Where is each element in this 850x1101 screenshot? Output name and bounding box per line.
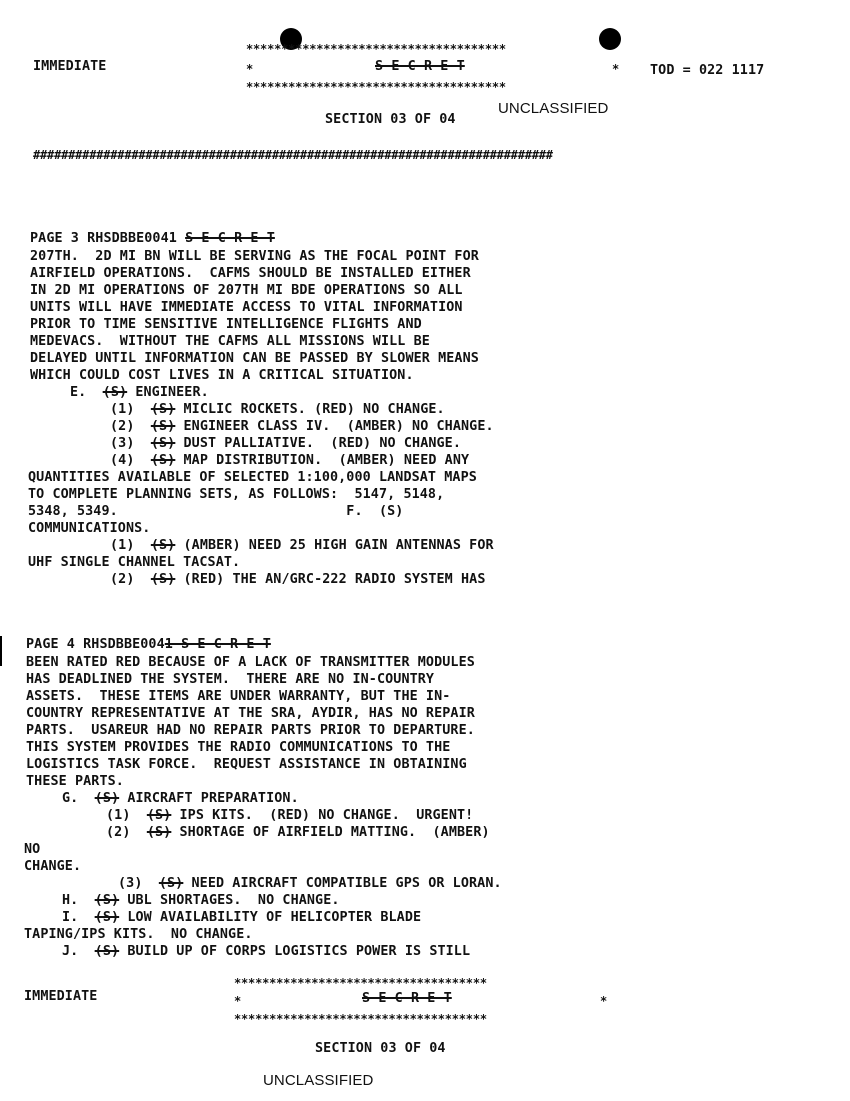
page4-para-line: COUNTRY REPRESENTATIVE AT THE SRA, AYDIR, HAS NO REPAIR (26, 706, 475, 721)
item-text: IPS KITS. (RED) NO CHANGE. URGENT! (179, 808, 474, 823)
footer-stars-top: ************************************ (234, 976, 487, 990)
page3-para-line: AIRFIELD OPERATIONS. CAFMS SHOULD BE INSTALLED EITHER (30, 266, 471, 281)
footer-section: SECTION 03 OF 04 (315, 1041, 446, 1056)
item-g2-cont2: CHANGE. (24, 859, 82, 874)
page4-heading (26, 636, 271, 653)
item-mark: (S) (94, 910, 120, 925)
item-f1-cont: UHF SINGLE CHANNEL TACSAT. (28, 555, 241, 570)
page4-para-line: LOGISTICS TASK FORCE. REQUEST ASSISTANCE IN OBTAINING (26, 757, 467, 772)
item-num: (3) (118, 876, 143, 891)
item-mark: (S) (94, 944, 120, 959)
item-e2 (110, 418, 494, 435)
item-num: (2) (106, 825, 131, 840)
item-h (62, 892, 340, 909)
page4-para-line: BEEN RATED RED BECAUSE OF A LACK OF TRANSMITTER MODULES (26, 655, 475, 670)
item-label: H. (62, 893, 79, 908)
item-text: AIRCRAFT PREPARATION. (127, 791, 299, 806)
item-text: NEED AIRCRAFT COMPATIBLE GPS OR LORAN. (191, 876, 502, 891)
page4-para-line: THESE PARTS. (26, 774, 124, 789)
item-g (62, 790, 299, 807)
item-mark: (S) (150, 419, 176, 434)
item-label: G. (62, 791, 79, 806)
item-label: I. (62, 910, 79, 925)
item-text: BUILD UP OF CORPS LOGISTICS POWER IS STILL (127, 944, 471, 959)
header-classification: S E C R E T (375, 59, 465, 74)
item-mark: (S) (94, 791, 120, 806)
header-section: SECTION 03 OF 04 (325, 112, 456, 127)
footer-star-left: * (234, 994, 242, 1008)
item-f2 (110, 571, 486, 588)
item-f1 (110, 537, 494, 554)
item-e (70, 384, 209, 401)
item-e-text: ENGINEER. (135, 385, 209, 400)
item-i-cont: TAPING/IPS KITS. NO CHANGE. (24, 927, 253, 942)
page4-heading-prefix: PAGE 4 RHSDBBE004 (26, 637, 165, 652)
item-num: (1) (110, 402, 135, 417)
item-num: (2) (110, 419, 135, 434)
item-text: (AMBER) NEED 25 HIGH GAIN ANTENNAS FOR (183, 538, 494, 553)
item-g2 (106, 824, 490, 841)
item-j (62, 943, 470, 960)
header-stars-top: ************************************* (246, 42, 506, 56)
header-marking: UNCLASSIFIED (498, 100, 609, 117)
page3-heading-struck: S E C R E T (185, 231, 275, 246)
header-star-left: * (246, 62, 254, 76)
item-label: J. (62, 944, 79, 959)
page3-para-line: UNITS WILL HAVE IMMEDIATE ACCESS TO VITAL INFORMATION (30, 300, 463, 315)
page3-heading-prefix: PAGE 3 RHSDBBE0041 (30, 231, 177, 246)
map-cont-line: 5348, 5349. F. (S) (28, 504, 404, 519)
header-precedence: IMMEDIATE (33, 59, 107, 74)
footer-precedence: IMMEDIATE (24, 989, 98, 1004)
map-cont-line: COMMUNICATIONS. (28, 521, 151, 536)
map-cont-line: TO COMPLETE PLANNING SETS, AS FOLLOWS: 5147, 5148, (28, 487, 445, 502)
map-cont-line: QUANTITIES AVAILABLE OF SELECTED 1:100,000 LANDSAT MAPS (28, 470, 477, 485)
item-e-label: E. (70, 385, 87, 400)
item-text: SHORTAGE OF AIRFIELD MATTING. (AMBER) (179, 825, 490, 840)
item-text: ENGINEER CLASS IV. (AMBER) NO CHANGE. (183, 419, 494, 434)
item-text: MICLIC ROCKETS. (RED) NO CHANGE. (183, 402, 445, 417)
item-mark: (S) (150, 402, 176, 417)
item-e4 (110, 452, 469, 469)
item-mark: (S) (150, 572, 176, 587)
footer-classification: S E C R E T (362, 991, 452, 1006)
item-text: LOW AVAILABILITY OF HELICOPTER BLADE (127, 910, 422, 925)
item-text: (RED) THE AN/GRC-222 RADIO SYSTEM HAS (183, 572, 486, 587)
punch-hole-right (599, 28, 621, 50)
item-g3 (118, 875, 502, 892)
item-mark: (S) (150, 538, 176, 553)
hash-rule: ########################################################################## (33, 148, 553, 162)
page4-heading-struck: 1 S E C R E T (164, 637, 271, 652)
margin-mark (0, 636, 2, 666)
page3-heading (30, 230, 275, 247)
header-star-right: * (612, 62, 620, 76)
item-mark: (S) (150, 453, 176, 468)
item-text: DUST PALLIATIVE. (RED) NO CHANGE. (183, 436, 462, 451)
page3-para-line: WHICH COULD COST LIVES IN A CRITICAL SITUATION. (30, 368, 414, 383)
item-text: MAP DISTRIBUTION. (AMBER) NEED ANY (183, 453, 470, 468)
footer-stars-bottom: ************************************ (234, 1012, 487, 1026)
footer-star-right: * (600, 994, 608, 1008)
item-mark: (S) (94, 893, 120, 908)
item-text: UBL SHORTAGES. NO CHANGE. (127, 893, 340, 908)
page3-para-line: DELAYED UNTIL INFORMATION CAN BE PASSED BY SLOWER MEANS (30, 351, 479, 366)
item-g1 (106, 807, 473, 824)
header-tod: TOD = 022 1117 (650, 63, 765, 78)
item-mark: (S) (146, 808, 172, 823)
item-g2-cont1: NO (24, 842, 41, 857)
page4-para-line: HAS DEADLINED THE SYSTEM. THERE ARE NO IN-COUNTRY (26, 672, 435, 687)
item-e3 (110, 435, 461, 452)
item-mark: (S) (158, 876, 184, 891)
item-num: (1) (110, 538, 135, 553)
page4-para-line: ASSETS. THESE ITEMS ARE UNDER WARRANTY, BUT THE IN- (26, 689, 451, 704)
item-num: (2) (110, 572, 135, 587)
item-num: (1) (106, 808, 131, 823)
item-num: (4) (110, 453, 135, 468)
page3-para-line: PRIOR TO TIME SENSITIVE INTELLIGENCE FLIGHTS AND (30, 317, 422, 332)
page4-para-line: PARTS. USAREUR HAD NO REPAIR PARTS PRIOR TO DEPARTURE. (26, 723, 475, 738)
item-mark: (S) (146, 825, 172, 840)
page4-para-line: THIS SYSTEM PROVIDES THE RADIO COMMUNICATIONS TO THE (26, 740, 451, 755)
item-e1 (110, 401, 445, 418)
item-e-mark: (S) (102, 385, 128, 400)
item-mark: (S) (150, 436, 176, 451)
item-i (62, 909, 421, 926)
footer-marking: UNCLASSIFIED (263, 1072, 374, 1089)
header-stars-bottom: ************************************* (246, 80, 506, 94)
page3-para-line: IN 2D MI OPERATIONS OF 207TH MI BDE OPERATIONS SO ALL (30, 283, 463, 298)
page3-para-line: MEDEVACS. WITHOUT THE CAFMS ALL MISSIONS WILL BE (30, 334, 430, 349)
item-num: (3) (110, 436, 135, 451)
page3-para-line: 207TH. 2D MI BN WILL BE SERVING AS THE FOCAL POINT FOR (30, 249, 479, 264)
